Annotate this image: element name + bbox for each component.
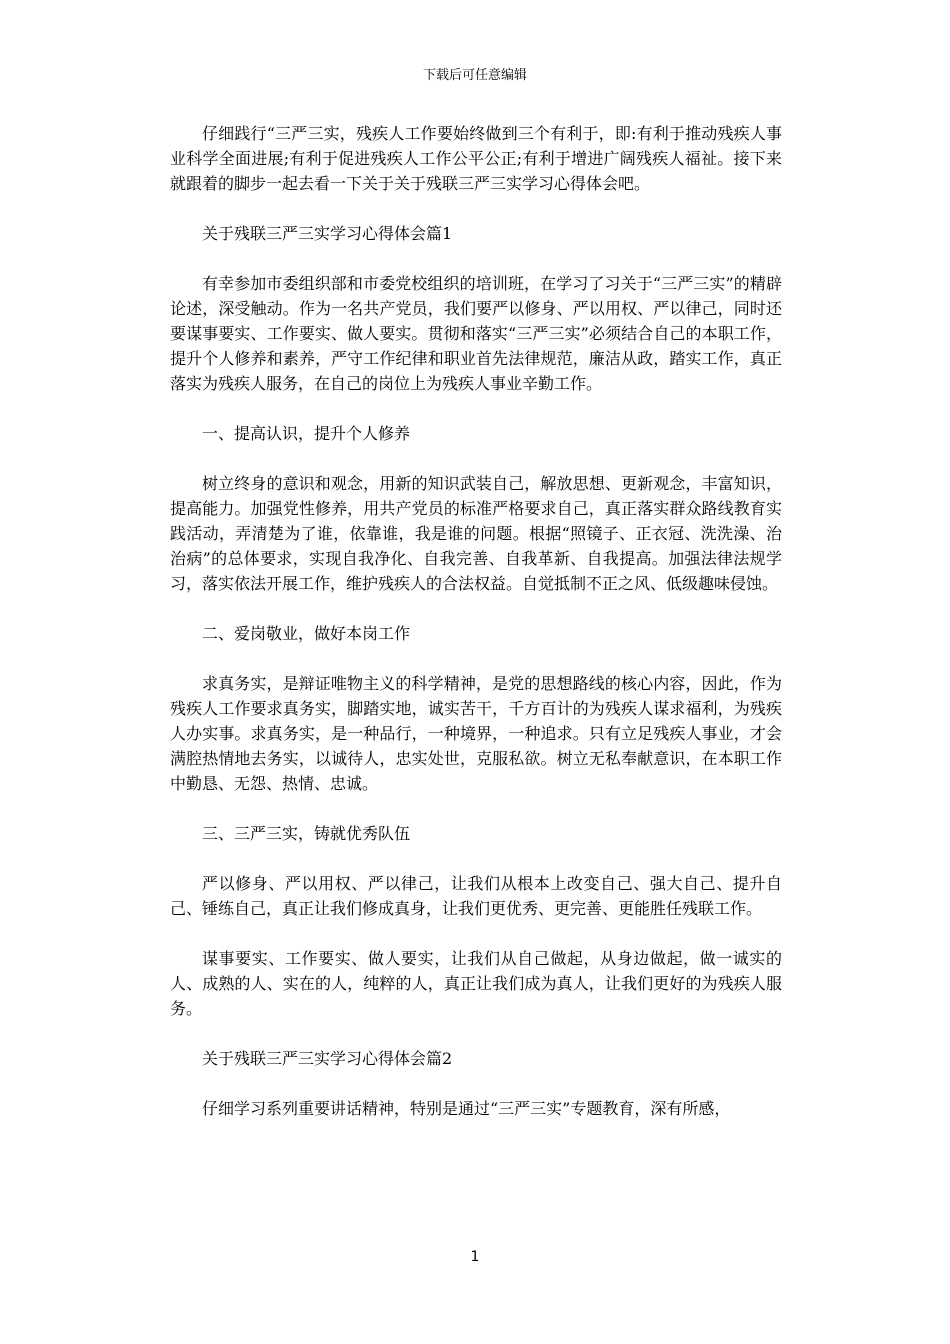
body-paragraph: 有幸参加市委组织部和市委党校组织的培训班，在学习了习关于“三严三实”的精辟论述，深受触动。作为一名共产党员，我们要严以修身、严以用权、严以律己，同时还要谋事要实、工作要实、做人要实。贯彻和落实“三严三实”必须结合自己的本职工作，提升个人修养和素养，严守工作纪律和职业首先法律规范，廉洁从政，踏实工作，真正落实为残疾人服务，在自己的岗位上为残疾人事业辛勤工作。 bbox=[170, 274, 782, 393]
page-number: 1 bbox=[470, 1249, 480, 1265]
intro-paragraph: 仔细践行“三严三实，残疾人工作要始终做到三个有利于，即:有利于推动残疾人事业科学全面进展;有利于促进残疾人工作公平公正;有利于增进广阔残疾人福祉。接下来就跟着的脚步一起去看一下关于关于残联三严三实学习心得体会吧。 bbox=[170, 124, 782, 193]
subheading-1: 一、提高认识，提升个人修养 bbox=[202, 424, 411, 443]
subheading-2: 二、爱岗敬业，做好本岗工作 bbox=[202, 624, 411, 643]
body-paragraph: 谋事要实、工作要实、做人要实，让我们从自己做起，从身边做起，做一诚实的人、成熟的人、实在的人，纯粹的人，真正让我们成为真人，让我们更好的为残疾人服务。 bbox=[170, 949, 782, 1018]
body-paragraph: 求真务实，是辩证唯物主义的科学精神，是党的思想路线的核心内容，因此，作为残疾人工作要求真务实，脚踏实地，诚实苦干，千方百计的为残疾人谋求福利，为残疾人办实事。求真务实，是一种品行，一种境界，一种追求。只有立足残疾人事业，才会满腔热情地去务实，以诚待人，忠实处世，克服私欲。树立无私奉献意识，在本职工作中勤恳、无怨、热情、忠诚。 bbox=[170, 674, 782, 793]
body-paragraph: 树立终身的意识和观念，用新的知识武装自己，解放思想、更新观念，丰富知识，提高能力。加强党性修养，用共产党员的标准严格要求自己，真正落实群众路线教育实践活动，弄清楚为了谁，依靠谁，我是谁的问题。根据“照镜子、正衣冠、洗洗澡、治治病”的总体要求，实现自我净化、自我完善、自我革新、自我提高。加强法律法规学习，落实依法开展工作，维护残疾人的合法权益。自觉抵制不正之风、低级趣味侵蚀。 bbox=[170, 474, 782, 593]
body-paragraph: 严以修身、严以用权、严以律己，让我们从根本上改变自己、强大自己、提升自己、锤练自己，真正让我们修成真身，让我们更优秀、更完善、更能胜任残联工作。 bbox=[170, 874, 782, 918]
section-title-part-1: 关于残联三严三实学习心得体会篇1 bbox=[202, 224, 453, 243]
section-title-part-2: 关于残联三严三实学习心得体会篇2 bbox=[202, 1049, 453, 1068]
page-header: 下载后可任意编辑 bbox=[422, 68, 527, 83]
document-body bbox=[170, 121, 782, 1146]
body-paragraph: 仔细学习系列重要讲话精神，特别是通过“三严三实”专题教育，深有所感， bbox=[202, 1099, 731, 1118]
subheading-3: 三、三严三实，铸就优秀队伍 bbox=[202, 824, 411, 843]
